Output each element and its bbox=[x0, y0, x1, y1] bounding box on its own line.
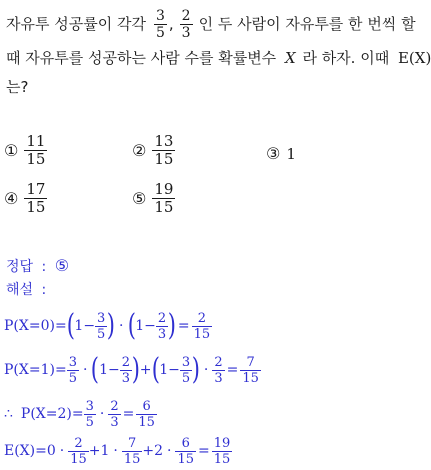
fraction: $\frac{13}{15}$ bbox=[154, 132, 174, 168]
answer-label: 정답 bbox=[6, 259, 34, 275]
choice-3[interactable]: ③ 1 bbox=[266, 144, 296, 163]
choice-5[interactable]: ⑤ $\frac{19}{15}$ bbox=[132, 180, 174, 216]
question-line-2 bbox=[6, 49, 431, 67]
solution-line-2: P(X=1)= $\frac{3}{5}$ · ( 1− $\frac{2}{3}$ ) + ( 1− $\frac{3}{5}$ ) · $\frac{2}{3}$ = $\frac{7}{15}$ bbox=[4, 352, 259, 387]
explanation-label: 해설 : bbox=[6, 282, 47, 298]
fraction: $\frac{11}{15}$ bbox=[26, 132, 46, 168]
choice-1[interactable]: ① $\frac{11}{15}$ bbox=[4, 132, 46, 168]
solution-line-1: P(X=0)= ( 1− $\frac{3}{5}$ ) · ( 1− $\frac{2}{3}$ ) = $\frac{2}{15}$ bbox=[4, 308, 211, 343]
question-text: 자유투 성공률이 각각 bbox=[6, 15, 146, 33]
question-text: 인 두 사람이 자유투를 한 번씩 할 bbox=[198, 15, 416, 33]
variable: X bbox=[284, 49, 296, 67]
question-line-3 bbox=[6, 78, 28, 96]
question-line-1: 자유투 성공률이 각각 $\frac{3}{5}$ , $\frac{2}{3}$ 인 두 사람이 자유투를 한 번씩 할 bbox=[6, 7, 416, 41]
fraction: $\frac{19}{15}$ bbox=[154, 180, 174, 216]
fraction: $\frac{2}{3}$ bbox=[181, 7, 191, 41]
solution-line-4: E(X)=0 · $\frac{2}{15}$ +1 · $\frac{7}{15}$ +2 · $\frac{6}{15}$ = $\frac{19}{15}$ bbox=[4, 435, 231, 467]
expectation-expr: E(X) bbox=[397, 49, 431, 67]
fraction: $\frac{3}{5}$ bbox=[155, 7, 165, 41]
fraction: $\frac{17}{15}$ bbox=[26, 180, 46, 216]
choice-4[interactable]: ④ $\frac{17}{15}$ bbox=[4, 180, 46, 216]
solution-line-3: ∴ P(X=2)= $\frac{3}{5}$ · $\frac{2}{3}$ = $\frac{6}{15}$ bbox=[4, 398, 155, 430]
question-text: 라 하자. 이때 bbox=[302, 49, 390, 67]
question-text: 때 자유투를 성공하는 사람 수를 확률변수 bbox=[6, 49, 277, 67]
choice-2[interactable]: ② $\frac{13}{15}$ bbox=[132, 132, 174, 168]
answer-line: 정답 : ⑤ bbox=[6, 256, 70, 275]
question-text: 는? bbox=[6, 78, 29, 96]
answer-value: ⑤ bbox=[54, 256, 70, 275]
